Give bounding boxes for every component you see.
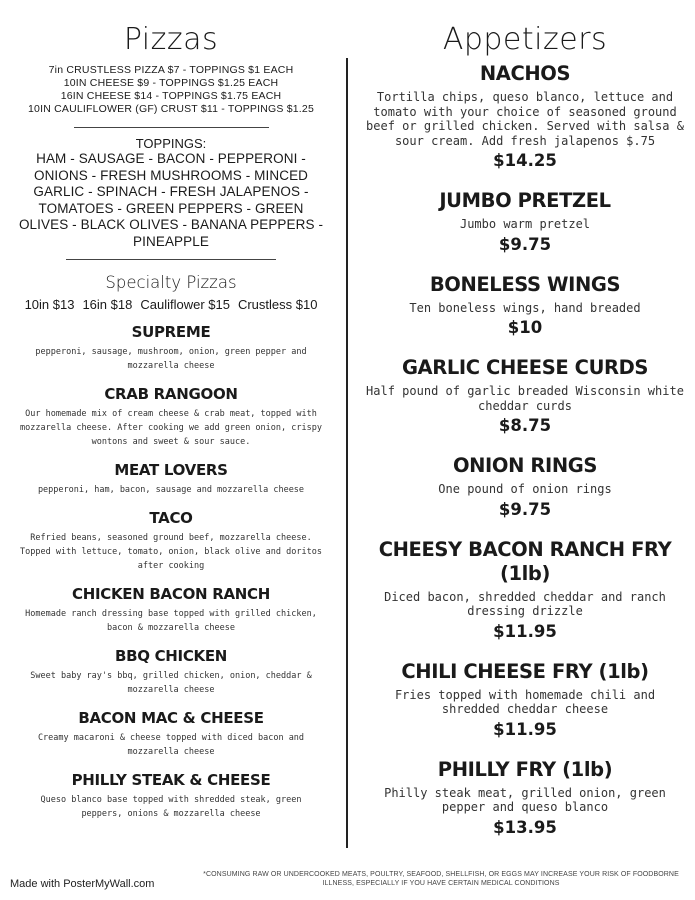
pizza-name: CHICKEN BACON RANCH bbox=[72, 585, 270, 603]
pizza-name: SUPREME bbox=[131, 323, 211, 341]
pizza-name: CRAB RANGOON bbox=[104, 385, 238, 403]
pizza-description: Creamy macaroni & cheese topped with diced bacon and mozzarella cheese bbox=[37, 733, 305, 757]
divider-rule bbox=[74, 127, 269, 128]
price-line: 10IN CAULIFLOWER (GF) CRUST $11 - TOPPINGS $1.25 bbox=[28, 103, 314, 115]
toppings-title: TOPPINGS: bbox=[135, 136, 207, 151]
appetizer-name: CHEESY BACON RANCH FRY (1lb) bbox=[378, 537, 672, 585]
pizzas-title: Pizzas bbox=[123, 22, 219, 57]
price-line: 7in CRUSTLESS PIZZA $7 - TOPPINGS $1 EACH bbox=[48, 64, 294, 76]
specialty-pizzas-title: Specialty Pizzas bbox=[105, 273, 237, 292]
appetizers-title: Appetizers bbox=[442, 22, 608, 57]
appetizer-item bbox=[360, 356, 690, 436]
appetizer-price: $8.75 bbox=[498, 416, 552, 435]
appetizer-item bbox=[360, 189, 690, 255]
specialty-pizza-item bbox=[8, 771, 334, 821]
appetizer-price: $9.75 bbox=[498, 499, 552, 519]
specialty-pizza-item bbox=[8, 585, 334, 635]
appetizer-name: BONELESS WINGS bbox=[429, 272, 621, 296]
appetizer-name: NACHOS bbox=[479, 62, 571, 85]
appetizer-item bbox=[360, 454, 690, 520]
appetizer-item bbox=[360, 273, 690, 339]
appetizer-item bbox=[360, 538, 690, 642]
pizza-description: pepperoni, ham, bacon, sausage and mozzarella cheese bbox=[37, 485, 305, 495]
appetizer-description: One pound of onion rings bbox=[438, 482, 612, 496]
specialty-pizza-list bbox=[8, 323, 334, 821]
appetizer-name: CHILI CHEESE FRY (1lb) bbox=[401, 659, 649, 683]
size-price: Crustless $10 bbox=[237, 297, 318, 312]
appetizer-description: Jumbo warm pretzel bbox=[459, 217, 591, 231]
pizza-description: Sweet baby ray's bbq, grilled chicken, onion, cheddar & mozzarella cheese bbox=[30, 671, 312, 695]
appetizer-price: $11.95 bbox=[493, 719, 557, 739]
appetizer-name: PHILLY FRY (1lb) bbox=[437, 757, 613, 781]
appetizer-item bbox=[360, 62, 690, 171]
appetizer-description: Fries topped with homemade chili and shredded cheddar cheese bbox=[394, 687, 656, 716]
size-price: Cauliflower $15 bbox=[140, 297, 230, 312]
appetizer-price: $11.95 bbox=[493, 621, 557, 641]
size-price: 16in $18 bbox=[82, 297, 133, 312]
specialty-pizza-item bbox=[8, 323, 334, 373]
appetizer-item bbox=[360, 660, 690, 740]
toppings-list: HAM - SAUSAGE - BACON - PEPPERONI - ONIONS - FRESH MUSHROOMS - MINCED GARLIC - SPINACH - FRESH JALAPENOS - TOMATOES - GREEN PEPPERS - GREEN OLIVES - BLACK OLIVES - BANANA PEPPERS - PINEAPPLE bbox=[18, 151, 324, 249]
pizzas-column bbox=[8, 22, 334, 821]
pizza-name: MEAT LOVERS bbox=[114, 461, 228, 479]
appetizers-column bbox=[360, 22, 690, 838]
appetizer-price: $10 bbox=[507, 318, 543, 337]
appetizer-description: Diced bacon, shredded cheddar and ranch dressing drizzle bbox=[384, 589, 666, 618]
specialty-pizza-item bbox=[8, 385, 334, 449]
pizza-description: Refried beans, seasoned ground beef, mozzarella cheese. Topped with lettuce, tomato, onion, black olive and doritos after cooking bbox=[20, 533, 322, 571]
appetizer-name: ONION RINGS bbox=[452, 454, 598, 477]
appetizer-description: Ten boneless wings, hand breaded bbox=[409, 300, 641, 315]
pizza-name: PHILLY STEAK & CHEESE bbox=[71, 771, 271, 789]
pizza-description: Queso blanco base topped with shredded steak, green peppers, onions & mozzarella cheese bbox=[40, 795, 302, 819]
appetizer-description: Tortilla chips, queso blanco, lettuce and tomato with your choice of seasoned ground beef or grilled chicken. Served with salsa & sour cream. Add fresh jalapenos $.75 bbox=[366, 90, 684, 148]
divider-rule bbox=[66, 259, 276, 260]
pizza-name: BACON MAC & CHEESE bbox=[78, 709, 264, 727]
pizza-price-list bbox=[8, 64, 334, 116]
pizza-description: pepperoni, sausage, mushroom, onion, green pepper and mozzarella cheese bbox=[35, 347, 307, 371]
size-price: 10in $13 bbox=[24, 297, 75, 312]
pizza-name: TACO bbox=[149, 509, 193, 527]
specialty-sizes bbox=[8, 297, 334, 313]
pizza-name: BBQ CHICKEN bbox=[114, 647, 228, 665]
price-line: 16IN CHEESE $14 - TOPPINGS $1.75 EACH bbox=[60, 90, 282, 102]
appetizer-price: $13.95 bbox=[493, 817, 557, 837]
pizza-description: Our homemade mix of cream cheese & crab meat, topped with mozzarella cheese. After cooking we add green onion, crispy wontons and sweet & sour sauce. bbox=[20, 409, 322, 447]
column-divider bbox=[346, 58, 348, 848]
postermywall-credit[interactable]: Made with PosterMyWall.com bbox=[10, 878, 155, 890]
food-safety-disclaimer: *CONSUMING RAW OR UNDERCOOKED MEATS, POULTRY, SEAFOOD, SHELLFISH, OR EGGS MAY INCREASE YOUR RISK OF FOODBORNE ILLNESS, ESPECIALLY IF YOU HAVE CERTAIN MEDICAL CONDITIONS bbox=[203, 871, 679, 887]
appetizer-description: Half pound of garlic breaded Wisconsin white cheddar curds bbox=[366, 384, 684, 413]
specialty-pizza-item bbox=[8, 461, 334, 497]
specialty-pizza-item bbox=[8, 647, 334, 697]
appetizer-item bbox=[360, 758, 690, 838]
appetizer-price: $9.75 bbox=[498, 234, 552, 254]
appetizer-name: JUMBO PRETZEL bbox=[439, 189, 611, 212]
appetizer-description: Philly steak meat, grilled onion, green pepper and queso blanco bbox=[384, 785, 666, 814]
appetizer-name: GARLIC CHEESE CURDS bbox=[401, 356, 649, 379]
appetizer-price: $14.25 bbox=[493, 151, 557, 170]
pizza-description: Homemade ranch dressing base topped with grilled chicken, bacon & mozzarella cheese bbox=[25, 609, 317, 633]
specialty-pizza-item bbox=[8, 709, 334, 759]
price-line: 10IN CHEESE $9 - TOPPINGS $1.25 EACH bbox=[63, 77, 279, 89]
specialty-pizza-item bbox=[8, 509, 334, 573]
